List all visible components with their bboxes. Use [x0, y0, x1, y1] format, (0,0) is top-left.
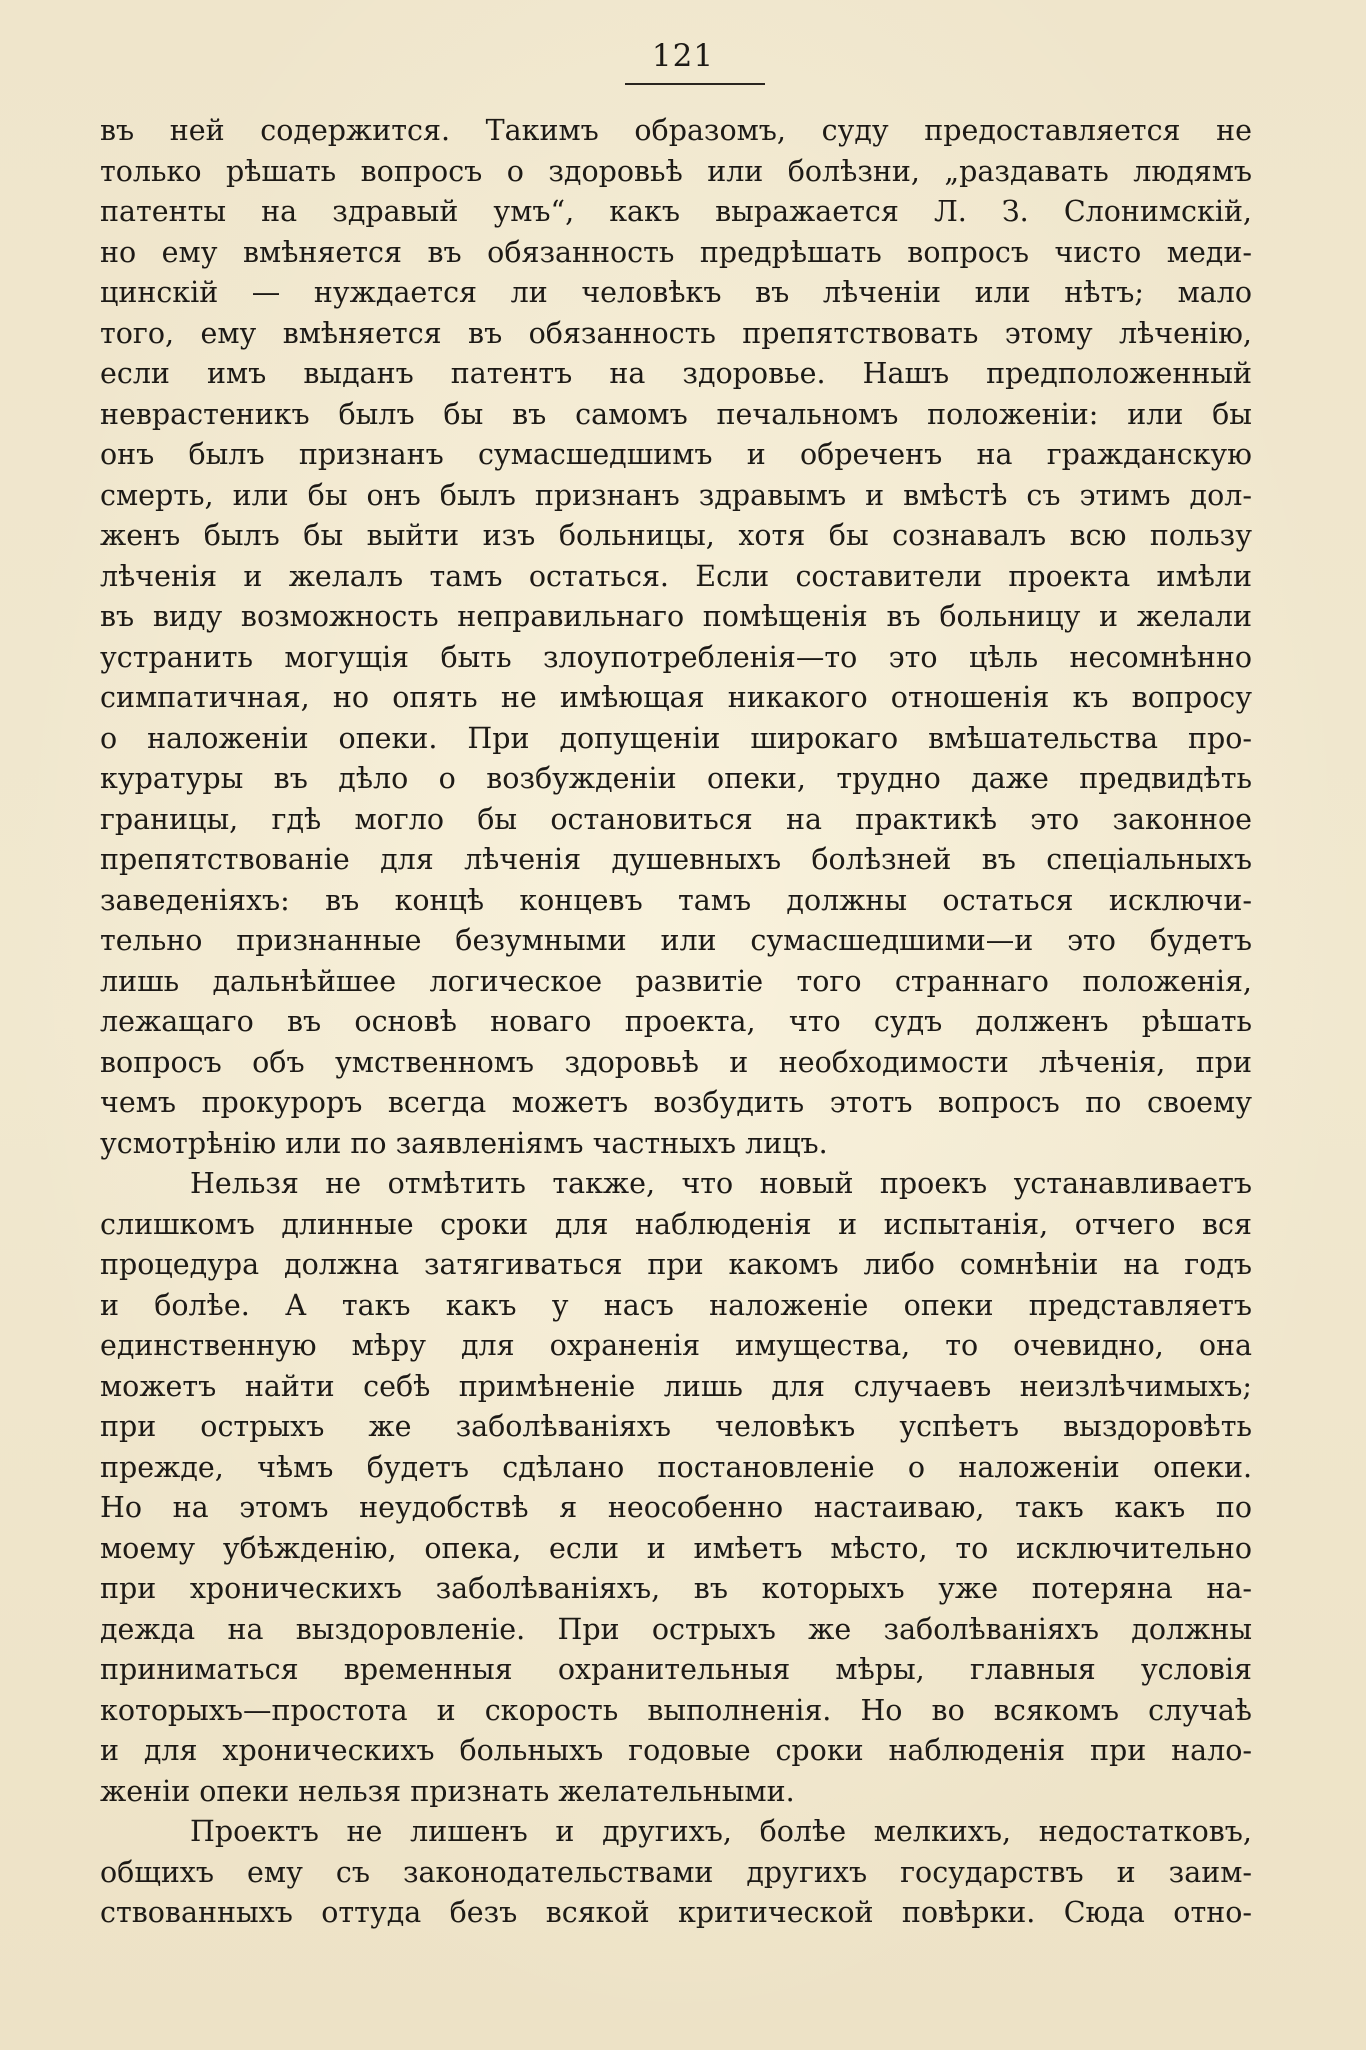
- text-line: при острыхъ же заболѣванiяхъ человѣкъ успѣетъ выздоровѣть: [100, 1410, 1252, 1443]
- text-line: заведенiяхъ: въ концѣ концевъ тамъ должны остаться исключи-: [100, 883, 1252, 917]
- body-text: [100, 111, 1252, 1934]
- text-line: о наложенiи опеки. При допущенiи широкаго вмѣшательства про-: [100, 721, 1252, 755]
- text-line: моему убѣжденiю, опека, если и имѣетъ мѣсто, то исключительно: [100, 1531, 1252, 1565]
- text-line: чемъ прокуроръ всегда можетъ возбудить этотъ вопросъ по своему: [100, 1086, 1252, 1119]
- paragraph-3: [100, 1812, 1252, 1934]
- text-line: въ ней содержится. Такимъ образомъ, суду предоставляется не: [100, 114, 1252, 147]
- text-line: прежде, чѣмъ будетъ сдѣлано постановленiе о наложенiи опеки.: [100, 1450, 1252, 1484]
- text-line: только рѣшать вопросъ о здоровьѣ или болѣзни, „раздавать людямъ: [100, 154, 1252, 188]
- text-line: женъ былъ бы выйти изъ больницы, хотя бы сознавалъ всю пользу: [100, 519, 1252, 552]
- text-line: неврастеникъ былъ бы въ самомъ печальномъ положенiи: или бы: [100, 397, 1252, 431]
- text-line: онъ былъ признанъ сумасшедшимъ и обреченъ на гражданскую: [100, 438, 1252, 471]
- text-line: устранить могущiя быть злоупотребленiя—то это цѣль несомнѣнно: [100, 640, 1252, 674]
- text-line: патенты на здравый умъ“, какъ выражается Л. З. Слонимскiй,: [100, 195, 1252, 228]
- text-line: усмотрѣнiю или по заявленiямъ частныхъ лицъ.: [100, 1126, 828, 1160]
- text-line: лѣченiя и желалъ тамъ остаться. Если составители проекта имѣли: [100, 559, 1252, 593]
- text-line: женiи опеки нельзя признать желательными.: [100, 1774, 795, 1808]
- text-line: общихъ ему съ законодательствами другихъ государствъ и заим-: [100, 1855, 1252, 1889]
- text-line: дежда на выздоровленiе. При острыхъ же заболѣванiяхъ должны: [100, 1612, 1252, 1646]
- text-line: приниматься временныя охранительныя мѣры, главныя условiя: [100, 1653, 1252, 1686]
- text-line: въ виду возможность неправильнаго помѣщенiя въ больницу и желали: [100, 600, 1252, 633]
- text-line: цинскiй — нуждается ли человѣкъ въ лѣченiи или нѣтъ; мало: [100, 276, 1252, 309]
- text-line: смерть, или бы онъ былъ признанъ здравымъ и вмѣстѣ съ этимъ дол-: [100, 478, 1252, 512]
- page-number: 121: [651, 38, 715, 74]
- text-line: процедура должна затягиваться при какомъ либо сомнѣнiи на годъ: [100, 1248, 1252, 1281]
- text-line: вопросъ объ умственномъ здоровьѣ и необходимости лѣченiя, при: [100, 1045, 1252, 1079]
- paragraph-1: [100, 111, 1252, 1164]
- text-line: симпатичная, но опять не имѣющая никакого отношенiя къ вопросу: [100, 681, 1252, 714]
- text-line: но ему вмѣняется въ обязанность предрѣшать вопросъ чисто меди-: [100, 235, 1252, 269]
- text-line: тельно признанные безумными или сумасшедшими—и это будетъ: [100, 924, 1252, 957]
- text-line: Нельзя не отмѣтить также, что новый проекъ устанавливаетъ: [190, 1167, 1252, 1200]
- page-number-rule: [625, 83, 765, 85]
- text-line: лежащаго въ основѣ новаго проекта, что судъ долженъ рѣшать: [100, 1005, 1252, 1038]
- text-line: Проектъ не лишенъ и другихъ, болѣе мелкихъ, недостатковъ,: [190, 1815, 1252, 1848]
- text-line: которыхъ—простота и скорость выполненiя. Но во всякомъ случаѣ: [100, 1693, 1252, 1727]
- text-line: можетъ найти себѣ примѣненiе лишь для случаевъ неизлѣчимыхъ;: [100, 1369, 1252, 1403]
- text-line: Но на этомъ неудобствѣ я неособенно настаиваю, такъ какъ по: [100, 1491, 1252, 1524]
- text-line: и для хроническихъ больныхъ годовые сроки наблюденiя при нало-: [100, 1734, 1252, 1767]
- text-line: при хроническихъ заболѣванiяхъ, въ которыхъ уже потеряна на-: [100, 1572, 1252, 1605]
- text-line: единственную мѣру для охраненiя имущества, то очевидно, она: [100, 1329, 1252, 1362]
- text-line: слишкомъ длинные сроки для наблюденiя и испытанiя, отчего вся: [100, 1207, 1252, 1241]
- text-line: границы, гдѣ могло бы остановиться на практикѣ это законное: [100, 802, 1252, 836]
- text-line: куратуры въ дѣло о возбужденiи опеки, трудно даже предвидѣть: [100, 762, 1252, 795]
- text-line: и болѣе. А такъ какъ у насъ наложенiе опеки представляетъ: [100, 1288, 1252, 1322]
- text-line: того, ему вмѣняется въ обязанность препятствовать этому лѣченiю,: [100, 316, 1252, 350]
- text-line: ствованныхъ оттуда безъ всякой критической повѣрки. Сюда отно-: [100, 1896, 1252, 1929]
- text-line: лишь дальнѣйшее логическое развитiе того страннаго положенiя,: [100, 964, 1252, 998]
- text-line: препятствованiе для лѣченiя душевныхъ болѣзней въ спецiальныхъ: [100, 843, 1252, 876]
- text-line: если имъ выданъ патентъ на здоровье. Нашъ предположенный: [100, 357, 1252, 390]
- paragraph-2: [100, 1164, 1252, 1812]
